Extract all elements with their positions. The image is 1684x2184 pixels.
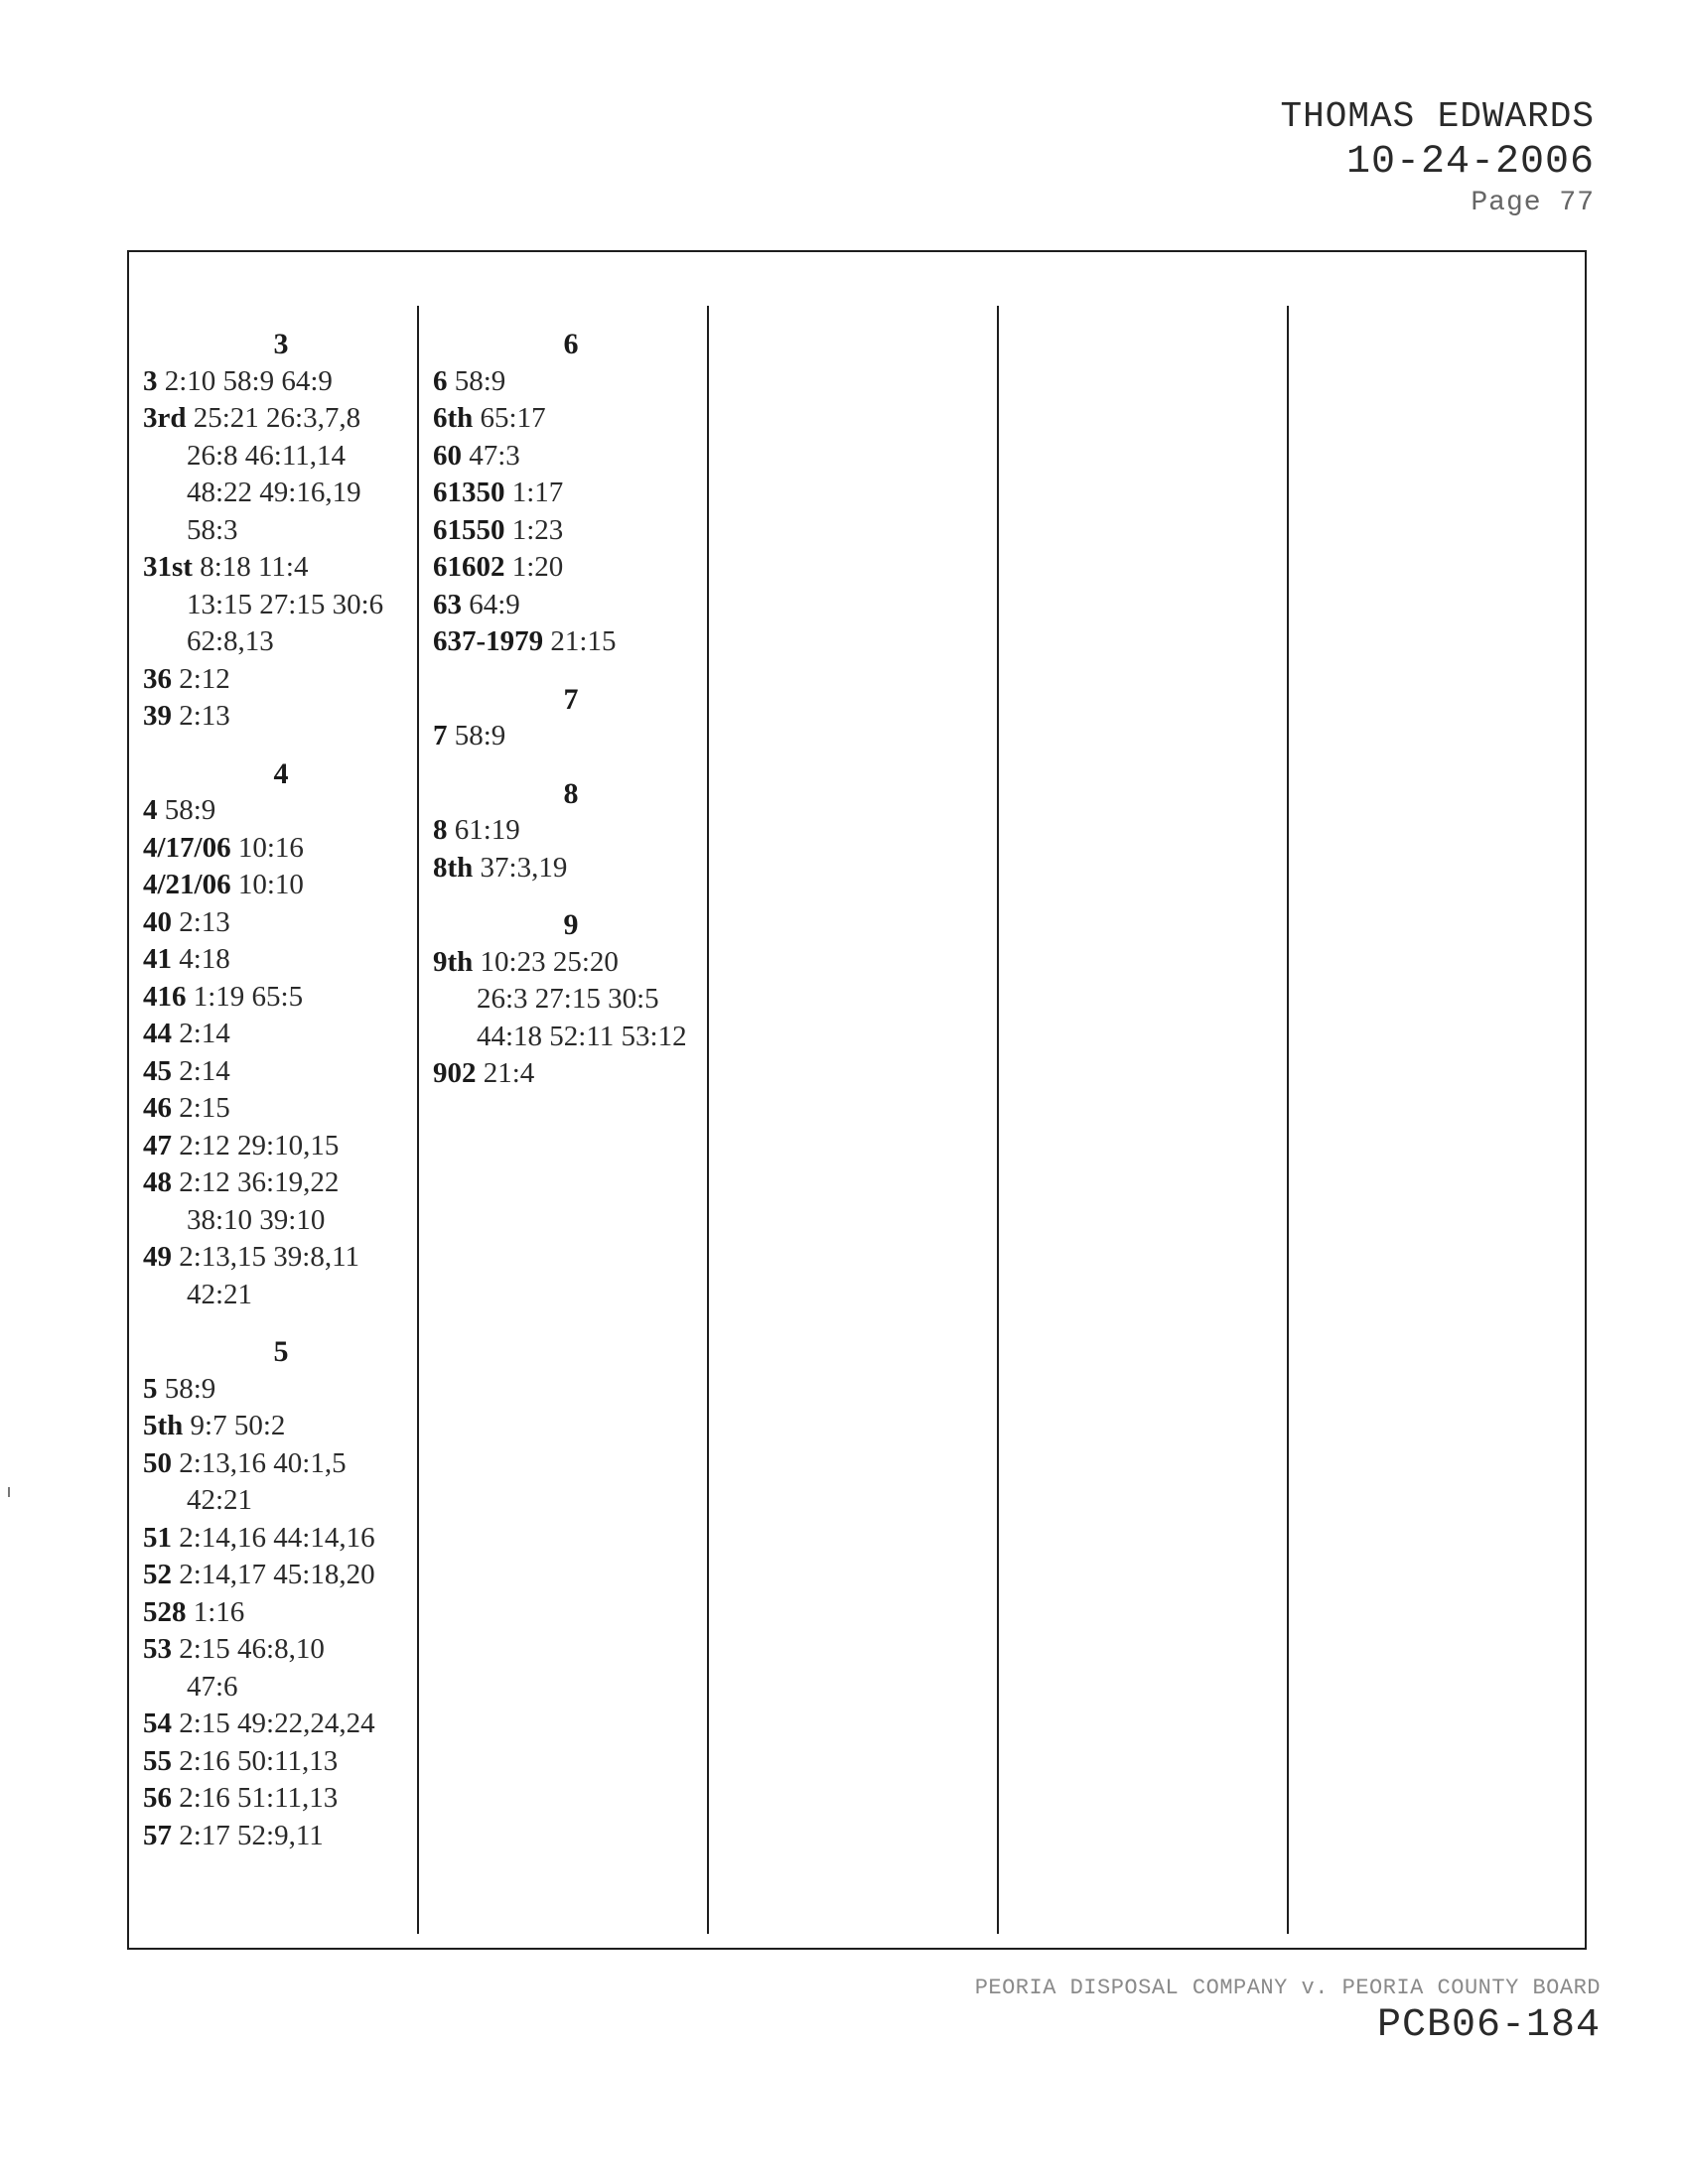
page-line-refs: 2:15 49:22,24,24 <box>172 1707 375 1739</box>
page-line-refs: 2:16 51:11,13 <box>172 1782 339 1814</box>
index-term: 45 <box>143 1054 172 1087</box>
index-term: 4/17/06 <box>143 831 231 864</box>
index-entry <box>433 850 709 887</box>
index-entry <box>433 718 709 755</box>
index-term: 47 <box>143 1129 172 1161</box>
index-entry <box>433 587 709 624</box>
index-entry <box>143 363 419 401</box>
index-section-heading: 6 <box>563 328 579 360</box>
index-entry <box>143 867 419 904</box>
page-header <box>1281 95 1595 220</box>
index-entry <box>143 1371 419 1409</box>
page-line-refs: 2:12 29:10,15 <box>172 1129 340 1161</box>
index-entry <box>143 1128 419 1165</box>
page-line-refs: 58:9 <box>157 794 216 826</box>
index-section-heading: 9 <box>563 908 579 941</box>
index-term: 8 <box>433 814 448 846</box>
page-line-refs: 42:21 <box>187 1278 253 1310</box>
page-line-refs: 38:10 39:10 <box>187 1203 326 1236</box>
index-term: 7 <box>433 720 448 751</box>
index-entry <box>143 1594 419 1632</box>
page-line-refs: 37:3,19 <box>473 851 568 884</box>
page-footer <box>975 1974 1601 2049</box>
page-line-refs: 10:16 <box>230 831 304 864</box>
index-entry <box>143 904 419 942</box>
page-line-refs: 64:9 <box>462 588 520 620</box>
index-entry <box>143 941 419 979</box>
page-line-refs: 21:4 <box>476 1057 535 1089</box>
index-entry <box>433 363 709 401</box>
index-term: 5 <box>143 1372 158 1405</box>
index-term: 40 <box>143 905 172 938</box>
page-line-refs: 2:15 <box>172 1092 230 1124</box>
page-line-refs: 10:23 25:20 <box>473 945 619 978</box>
page-line-refs: 47:6 <box>187 1670 238 1703</box>
page-line-refs: 2:14 <box>172 1054 230 1087</box>
scan-mark <box>8 1487 10 1497</box>
index-frame <box>127 250 1587 1950</box>
page-line-refs: 65:17 <box>473 402 546 434</box>
case-number: PCB06-184 <box>1376 2003 1601 2048</box>
index-term: 54 <box>143 1707 172 1739</box>
index-entry <box>143 1557 419 1594</box>
index-section-heading: 5 <box>273 1335 289 1368</box>
index-term: 52 <box>143 1559 172 1590</box>
page-line-refs: 26:8 46:11,14 <box>187 439 347 472</box>
index-entry <box>143 1090 419 1128</box>
page-line-refs: 2:13 <box>172 905 230 938</box>
page-line-refs: 2:17 52:9,11 <box>172 1819 324 1851</box>
section-spacer <box>143 1313 419 1333</box>
index-entry <box>143 1780 419 1818</box>
index-term: 53 <box>143 1633 172 1665</box>
index-entry <box>433 512 709 550</box>
page-line-refs: 2:12 <box>172 662 230 695</box>
index-entry <box>143 661 419 699</box>
index-section-heading: 8 <box>563 776 579 810</box>
index-term: 36 <box>143 662 172 695</box>
index-term: 902 <box>433 1057 477 1089</box>
index-entry <box>433 944 709 1056</box>
index-term: 41 <box>143 943 172 975</box>
column-divider <box>997 306 999 1934</box>
index-section-heading: 7 <box>563 682 579 716</box>
index-term: 8th <box>433 851 474 884</box>
deposition-date: 10-24-2006 <box>1345 140 1595 185</box>
index-section-heading: 4 <box>273 756 289 790</box>
index-term: 6th <box>433 402 474 434</box>
index-entry <box>433 549 709 587</box>
page-line-refs: 1:19 65:5 <box>186 980 304 1013</box>
page-line-refs: 25:21 26:3,7,8 <box>186 402 361 434</box>
page-line-refs: 2:13,15 39:8,11 <box>172 1241 360 1273</box>
index-entry <box>433 475 709 512</box>
section-spacer <box>143 736 419 755</box>
index-entry <box>143 1053 419 1091</box>
page-line-refs: 58:9 <box>447 720 506 751</box>
page-line-refs: 58:9 <box>157 1372 216 1405</box>
page-line-refs: 4:18 <box>172 943 230 975</box>
index-entry <box>433 623 709 661</box>
index-entry <box>433 812 709 850</box>
index-term: 60 <box>433 439 462 472</box>
index-term: 49 <box>143 1241 172 1273</box>
section-spacer <box>433 887 709 906</box>
index-term: 3 <box>143 364 158 397</box>
index-entry <box>143 1164 419 1239</box>
index-entry <box>143 1706 419 1743</box>
page-line-refs: 21:15 <box>543 625 617 657</box>
index-entry <box>143 1016 419 1053</box>
case-caption: PEORIA DISPOSAL COMPANY v. PEORIA COUNTY BOARD <box>974 1976 1601 2000</box>
index-entry <box>143 1445 419 1520</box>
page-line-refs: 2:13 <box>172 700 230 732</box>
page-line-refs: 61:19 <box>447 814 520 846</box>
page-line-refs: 1:16 <box>186 1595 245 1628</box>
section-spacer <box>433 755 709 775</box>
index-term: 416 <box>143 980 187 1013</box>
page-number: Page 77 <box>1471 188 1595 218</box>
index-term: 4 <box>143 794 158 826</box>
page-line-refs: 2:16 50:11,13 <box>172 1744 339 1777</box>
index-term: 61602 <box>433 551 505 583</box>
page-line-refs: 48:22 49:16,19 <box>187 477 361 508</box>
page-line-refs: 26:3 27:15 30:5 <box>477 983 659 1015</box>
index-term: 55 <box>143 1744 172 1777</box>
index-term: 6 <box>433 364 448 397</box>
index-entry <box>143 1818 419 1855</box>
index-term: 57 <box>143 1819 172 1851</box>
index-entry <box>143 1239 419 1313</box>
index-entry <box>143 979 419 1017</box>
index-section-heading: 3 <box>273 328 289 360</box>
page-line-refs: 2:14,17 45:18,20 <box>172 1559 375 1590</box>
index-term: 5th <box>143 1410 184 1441</box>
index-term: 637-1979 <box>433 625 544 657</box>
page-line-refs: 2:13,16 40:1,5 <box>172 1446 347 1479</box>
page-line-refs: 9:7 50:2 <box>183 1410 286 1441</box>
page-line-refs: 13:15 27:15 30:6 <box>187 588 384 620</box>
index-entry <box>433 438 709 476</box>
column-divider <box>1287 306 1289 1934</box>
page-line-refs: 2:14,16 44:14,16 <box>172 1521 375 1554</box>
index-term: 63 <box>433 588 462 620</box>
page-line-refs: 10:10 <box>230 869 304 900</box>
page-line-refs: 42:21 <box>187 1484 253 1516</box>
index-entry <box>143 1408 419 1445</box>
index-entry <box>143 830 419 868</box>
index-entry <box>143 792 419 830</box>
index-entry <box>433 400 709 438</box>
index-term: 61350 <box>433 477 505 508</box>
page-line-refs: 47:3 <box>462 439 520 472</box>
index-term: 61550 <box>433 513 505 546</box>
index-entry <box>143 1520 419 1558</box>
page-line-refs: 1:20 <box>504 551 564 583</box>
index-entry <box>433 1055 709 1093</box>
page-line-refs: 62:8,13 <box>187 625 274 657</box>
page-line-refs: 1:23 <box>504 513 564 546</box>
page-line-refs: 58:3 <box>187 513 238 546</box>
index-entry <box>143 549 419 661</box>
index-term: 31st <box>143 551 193 583</box>
index-term: 4/21/06 <box>143 869 231 900</box>
page-line-refs: 2:12 36:19,22 <box>172 1166 340 1198</box>
index-term: 50 <box>143 1446 172 1479</box>
index-term: 9th <box>433 945 474 978</box>
section-spacer <box>433 661 709 681</box>
index-term: 3rd <box>143 402 187 434</box>
witness-name: THOMAS EDWARDS <box>1280 96 1595 137</box>
index-entry <box>143 1743 419 1781</box>
index-column-2 <box>433 326 709 1093</box>
page-line-refs: 1:17 <box>504 477 564 508</box>
index-term: 56 <box>143 1782 172 1814</box>
index-term: 44 <box>143 1018 172 1049</box>
index-column-1 <box>143 326 419 1854</box>
index-entry <box>143 1631 419 1706</box>
index-term: 46 <box>143 1092 172 1124</box>
index-entry <box>143 698 419 736</box>
page-line-refs: 8:18 11:4 <box>192 551 309 583</box>
page-line-refs: 2:10 58:9 64:9 <box>157 364 333 397</box>
index-term: 48 <box>143 1166 172 1198</box>
index-term: 39 <box>143 700 172 732</box>
page-line-refs: 44:18 52:11 53:12 <box>477 1020 687 1052</box>
index-entry <box>143 400 419 549</box>
index-term: 528 <box>143 1595 187 1628</box>
page-line-refs: 2:14 <box>172 1018 230 1049</box>
page-line-refs: 58:9 <box>447 364 506 397</box>
page-line-refs: 2:15 46:8,10 <box>172 1633 325 1665</box>
index-term: 51 <box>143 1521 172 1554</box>
